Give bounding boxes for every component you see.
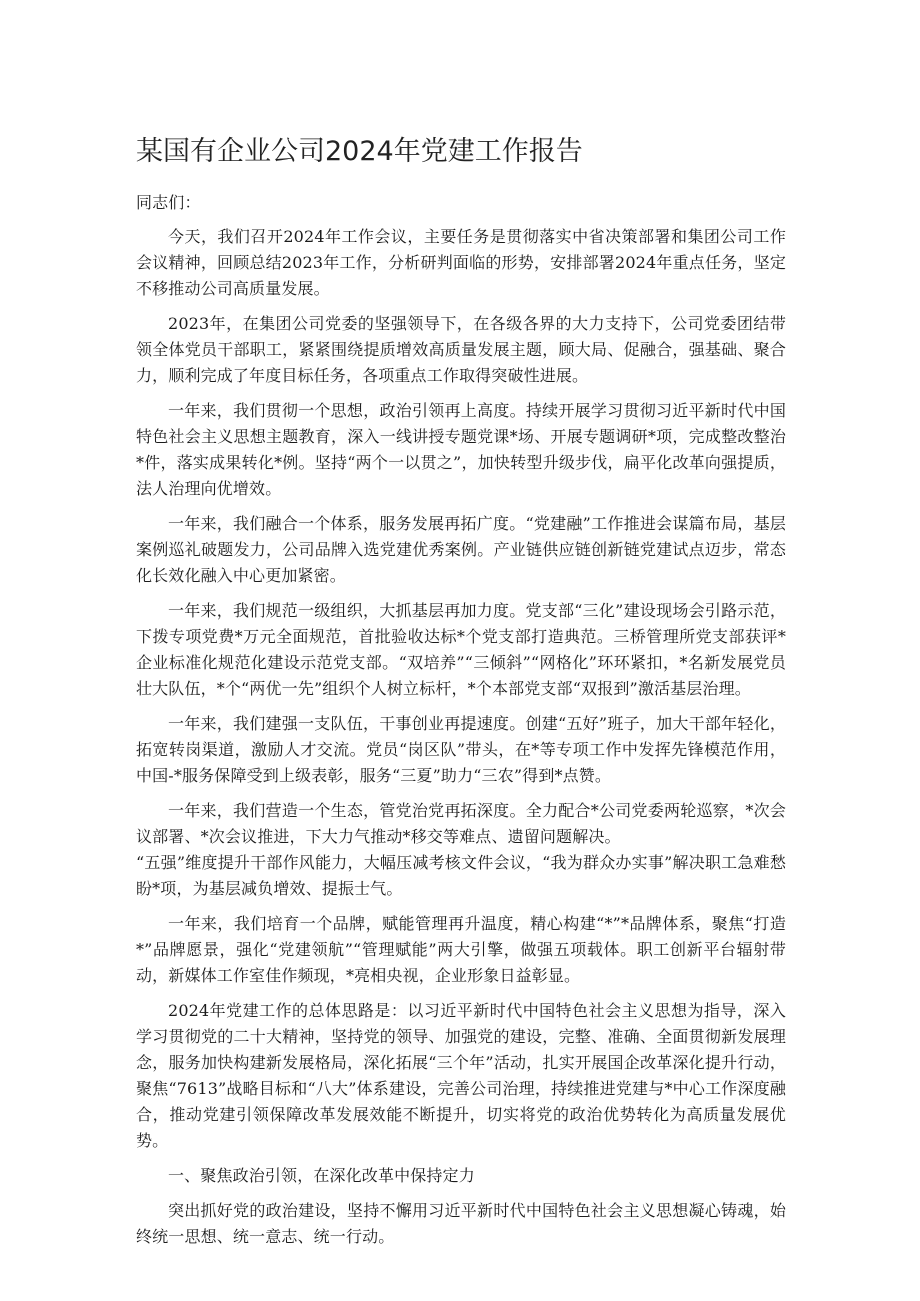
paragraph-grassroots-organization: 一年来，我们规范一级组织，大抓基层再加力度。党支部“三化”建设现场会引路示范，下拨专项党费*万元全面规范，首批验收达标*个党支部打造典范。三桥管理所党支部获评*企业标准化规范化建设示范党支部。“双培养”“三倾斜”“网格化”环环紧扣，*名新发展党员壮大队伍，*个“两优一先”组织个人树立标杆，*个本部党支部“双报到”激活基层治理。 xyxy=(136,601,786,698)
paragraph-political-building: 突出抓好党的政治建设，坚持不懈用习近平新时代中国特色社会主义思想凝心铸魂，始终统一思想、统一意志、统一行动。 xyxy=(136,1201,786,1246)
paragraph-party-governance: 一年来，我们营造一个生态，管党治党再拓深度。全力配合*公司党委两轮巡察，*次会议部署、*次会议推进，下大力气推动*移交等难点、遗留问题解决。 xyxy=(136,801,786,846)
document-body xyxy=(136,190,786,1259)
paragraph-political-leadership: 一年来，我们贯彻一个思想，政治引领再上高度。持续开展学习贯彻习近平新时代中国特色社会主义思想主题教育，深入一线讲授专题党课*场、开展专题调研*项，完成整改整治*件，落实成果转化*例。坚持“两个一以贯之”，加快转型升级步伐，扁平化改革向强提质，法人治理向优增效。 xyxy=(136,401,786,498)
paragraph-five-strong: “五强”维度提升干部作风能力，大幅压减考核文件会议，“我为群众办实事”解决职工急难愁盼*项，为基层减负增效、提振士气。 xyxy=(136,853,786,898)
document-title: 某国有企业公司2024年党建工作报告 xyxy=(136,136,583,167)
section-heading-1: 一、聚焦政治引领，在深化改革中保持定力 xyxy=(168,1166,475,1185)
paragraph-opening: 今天，我们召开2024年工作会议，主要任务是贯彻落实中省决策部署和集团公司工作会议精神，回顾总结2023年工作，分析研判面临的形势，安排部署2024年重点任务，坚定不移推动公司高质量发展。 xyxy=(136,227,786,298)
paragraph-team-building: 一年来，我们建强一支队伍，干事创业再提速度。创建“五好”班子，加大干部年轻化，拓宽转岗渠道，激励人才交流。党员“岗区队”带头，在*等专项工作中发挥先锋模范作用，中国-*服务保障受到上级表彰，服务“三夏”助力“三农”得到*点赞。 xyxy=(136,714,786,785)
salutation: 同志们： xyxy=(136,193,201,212)
paragraph-integration-system: 一年来，我们融合一个体系，服务发展再拓广度。“党建融”工作推进会谋篇布局，基层案例巡礼破题发力，公司品牌入选党建优秀案例。产业链供应链创新链党建试点迈步，常态化长效化融入中心更加紧密。 xyxy=(136,514,786,585)
paragraph-2023-summary: 2023年，在集团公司党委的坚强领导下，在各级各界的大力支持下，公司党委团结带领全体党员干部职工，紧紧围绕提质增效高质量发展主题，顾大局、促融合，强基础、聚合力，顺利完成了年度目标任务，各项重点工作取得突破性进展。 xyxy=(136,314,786,385)
paragraph-brand-cultivation: 一年来，我们培育一个品牌，赋能管理再升温度，精心构建“*”*品牌体系，聚焦“打造*”品牌愿景，强化“党建领航”“管理赋能”两大引擎，做强五项载体。职工创新平台辐射带动，新媒体工作室佳作频现，*亮相央视，企业形象日益彰显。 xyxy=(136,914,786,985)
paragraph-2024-overall-approach: 2024年党建工作的总体思路是：以习近平新时代中国特色社会主义思想为指导，深入学习贯彻党的二十大精神，坚持党的领导、加强党的建设，完整、准确、全面贯彻新发展理念，服务加快构建新发展格局，深化拓展“三个年”活动，扎实开展国企改革深化提升行动，聚焦“7613”战略目标和“八大”体系建设，完善公司治理，持续推进党建与*中心工作深度融合，推动党建引领保障改革发展效能不断提升，切实将党的政治优势转化为高质量发展优势。 xyxy=(136,1001,786,1150)
